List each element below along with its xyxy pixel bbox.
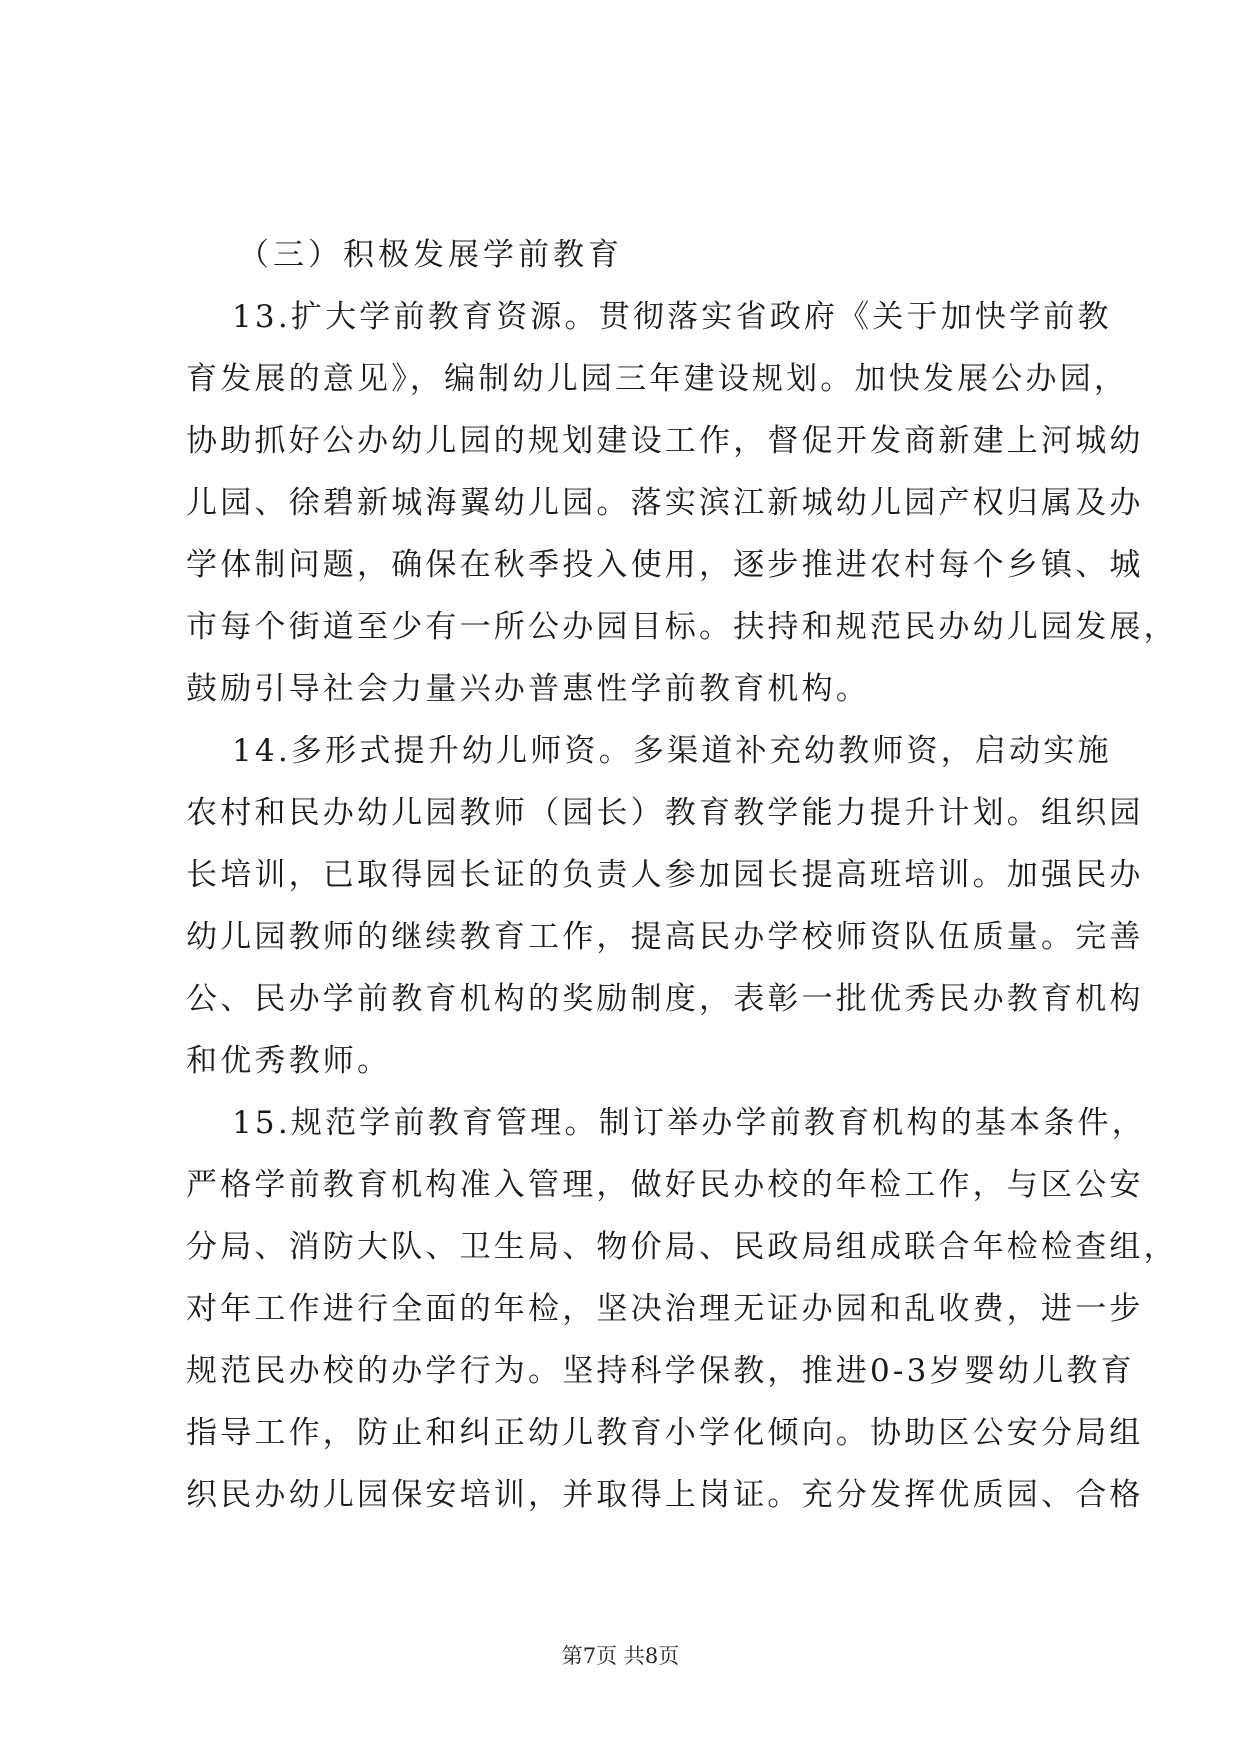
paragraph-line: 14.多形式提升幼儿师资。多渠道补充幼教师资，启动实施 xyxy=(232,733,1112,769)
paragraph-line: 协助抓好公办幼儿园的规划建设工作，督促开发商新建上河城幼 xyxy=(186,423,1144,459)
paragraph-line: 学体制问题，确保在秋季投入使用，逐步推进农村每个乡镇、城 xyxy=(186,547,1144,583)
paragraph-13 xyxy=(186,286,1178,720)
paragraph-line: 13.扩大学前教育资源。贯彻落实省政府《关于加快学前教 xyxy=(232,299,1112,335)
paragraph-line: 农村和民办幼儿园教师（园长）教育教学能力提升计划。组织园 xyxy=(186,795,1144,831)
paragraph-line: 严格学前教育机构准入管理，做好民办校的年检工作，与区公安 xyxy=(186,1167,1144,1203)
section-heading: （三）积极发展学前教育 xyxy=(238,237,623,273)
document-body xyxy=(186,224,1178,1526)
paragraph-line: 公、民办学前教育机构的奖励制度，表彰一批优秀民办教育机构 xyxy=(186,981,1144,1017)
paragraph-line: 儿园、徐碧新城海翼幼儿园。落实滨江新城幼儿园产权归属及办 xyxy=(186,485,1144,521)
paragraph-line: 织民办幼儿园保安培训，并取得上岗证。充分发挥优质园、合格 xyxy=(186,1477,1144,1513)
paragraph-line: 分局、消防大队、卫生局、物价局、民政局组成联合年检检查组， xyxy=(186,1229,1178,1265)
paragraph-line: 市每个街道至少有一所公办园目标。扶持和规范民办幼儿园发展， xyxy=(186,609,1178,645)
paragraph-line: 15.规范学前教育管理。制订举办学前教育机构的基本条件， xyxy=(232,1105,1146,1141)
paragraph-line: 指导工作，防止和纠正幼儿教育小学化倾向。协助区公安分局组 xyxy=(186,1415,1144,1451)
paragraph-14 xyxy=(186,720,1144,1092)
paragraph-line: 对年工作进行全面的年检，坚决治理无证办园和乱收费，进一步 xyxy=(186,1291,1144,1327)
paragraph-line: 鼓励引导社会力量兴办普惠性学前教育机构。 xyxy=(186,671,870,707)
page-footer: 第7页 共8页 xyxy=(561,1644,680,1668)
paragraph-line: 育发展的意见》，编制幼儿园三年建设规划。加快发展公办园， xyxy=(186,361,1129,397)
paragraph-line: 幼儿园教师的继续教育工作，提高民办学校师资队伍质量。完善 xyxy=(186,919,1144,955)
paragraph-line: 和优秀教师。 xyxy=(186,1043,392,1079)
paragraph-line: 规范民办校的办学行为。坚持科学保教，推进0-3岁婴幼儿教育 xyxy=(186,1353,1135,1389)
paragraph-15 xyxy=(186,1092,1178,1526)
paragraph-line: 长培训，已取得园长证的负责人参加园长提高班培训。加强民办 xyxy=(186,857,1144,893)
